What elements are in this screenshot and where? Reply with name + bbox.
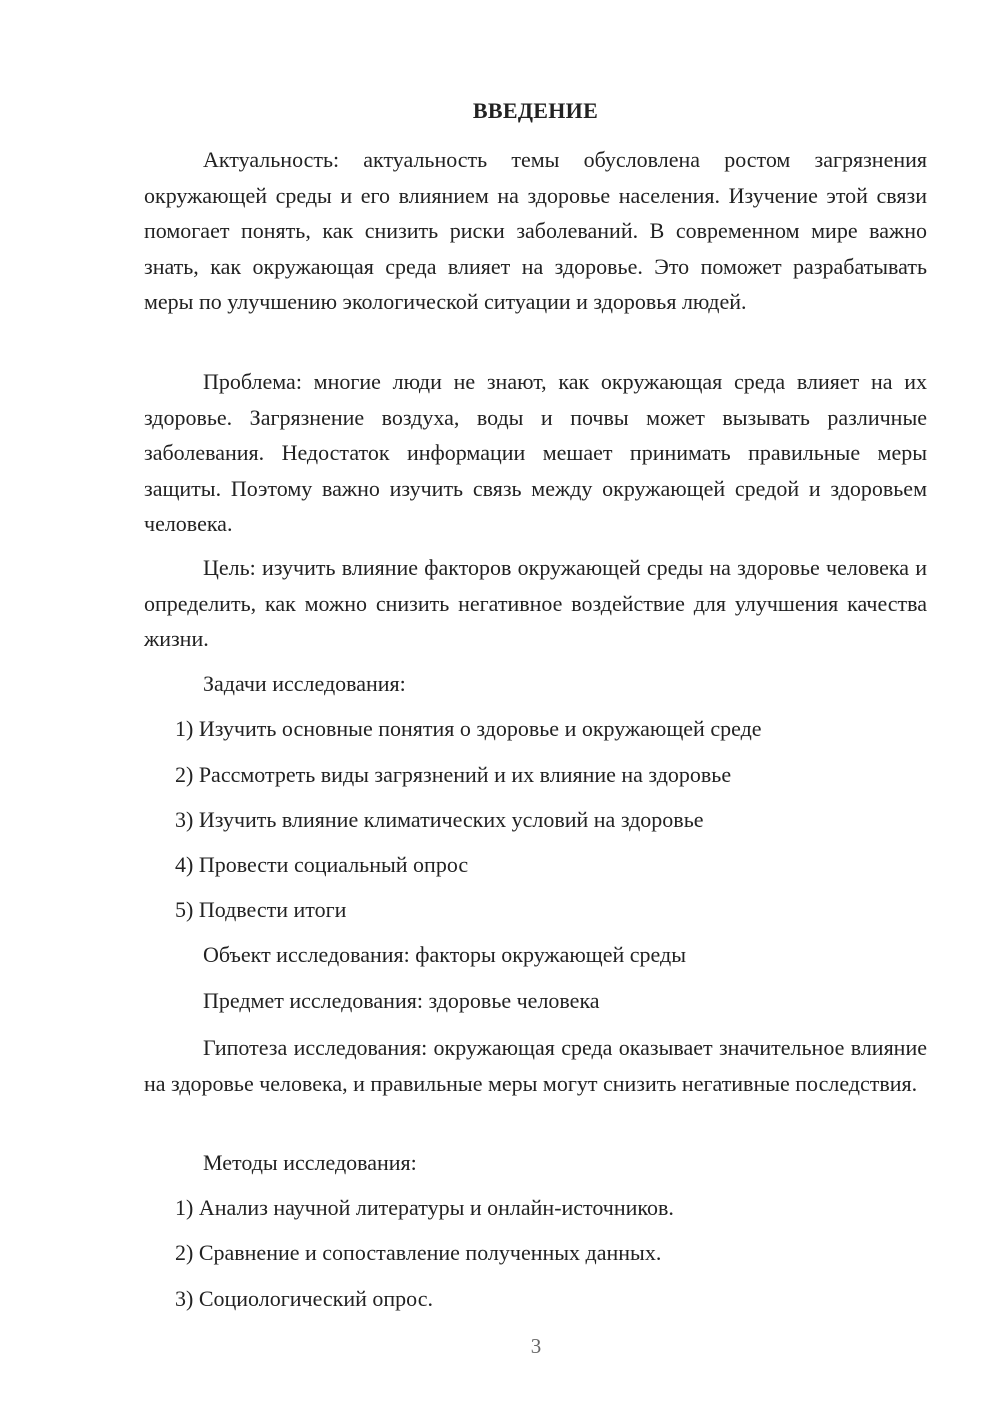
methods-heading: Методы исследования: [203,1150,417,1175]
research-subject: Предмет исследования: здоровье человека [203,988,600,1013]
task-item: 2) Рассмотреть виды загрязнений и их влияние на здоровье [175,762,732,787]
task-item: 3) Изучить влияние климатических условий на здоровье [175,807,704,832]
task-item: 1) Изучить основные понятия о здоровье и окружающей среде [175,716,762,741]
task-item: 4) Провести социальный опрос [175,852,469,877]
task-item: 5) Подвести итоги [175,897,347,922]
relevance-paragraph: Актуальность: актуальность темы обусловлена ростом загрязнения окружающей среды и его влиянием на здоровье населения. Изучение этой связи помогает понять, как снизить риски заболеваний. В современном мире важно знать, как окружающая среда влияет на здоровье. Это поможет разрабатывать меры по улучшению экологической ситуации и здоровья людей. [144,147,927,315]
research-object: Объект исследования: факторы окружающей среды [203,942,687,967]
tasks-heading: Задачи исследования: [203,671,406,696]
hypothesis-paragraph: Гипотеза исследования: окружающая среда оказывает значительное влияние на здоровье человека, и правильные меры могут снизить негативные последствия. [144,1035,927,1096]
goal-paragraph: Цель: изучить влияние факторов окружающей среды на здоровье человека и определить, как можно снизить негативное воздействие для улучшения качества жизни. [144,555,927,652]
problem-paragraph: Проблема: многие люди не знают, как окружающая среда влияет на их здоровье. Загрязнение воздуха, воды и почвы может вызывать различные заболевания. Недостаток информации мешает принимать правильные меры защиты. Поэтому важно изучить связь между окружающей средой и здоровьем человека. [144,369,927,537]
page-number: 3 [530,1334,542,1358]
method-item: 2) Сравнение и сопоставление полученных данных. [175,1240,662,1265]
method-item: 1) Анализ научной литературы и онлайн-источников. [175,1195,674,1220]
section-title: ВВЕДЕНИЕ [472,98,599,123]
method-item: 3) Социологический опрос. [175,1286,433,1311]
